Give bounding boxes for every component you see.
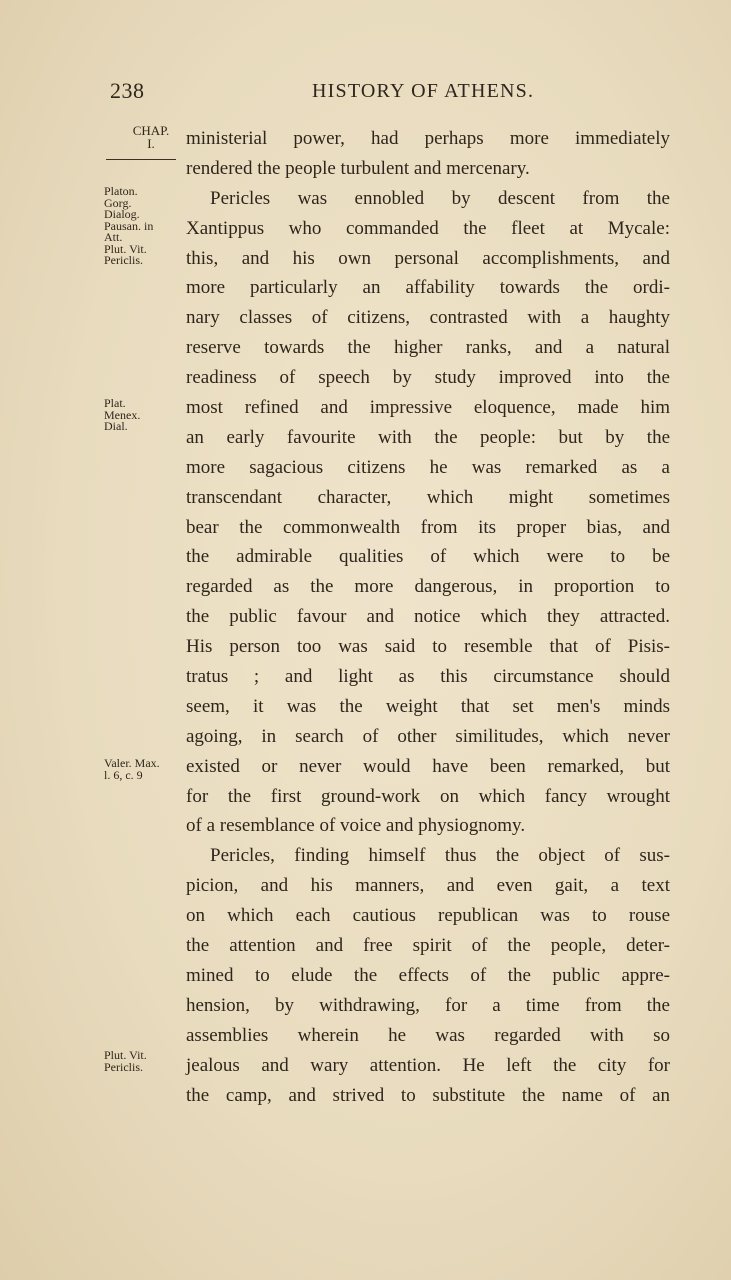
text-line: existed or never would have been remarked, but <box>186 755 670 777</box>
chapter-label: CHAP. <box>132 123 170 138</box>
margin-note-line: Plat. <box>104 396 126 410</box>
chapter-rule <box>106 159 176 160</box>
running-title: HISTORY OF ATHENS. <box>312 80 535 102</box>
margin-note-line: Att. <box>104 230 123 244</box>
running-header <box>0 76 731 108</box>
chapter-number: I. <box>147 136 155 151</box>
text-line: readiness of speech by study improved into the <box>186 367 670 389</box>
text-line: the attention and free spirit of the people, deter- <box>186 935 670 957</box>
body-text <box>186 124 670 1110</box>
text-line: more sagacious citizens he was remarked as a <box>186 456 670 478</box>
text-line: regarded as the more dangerous, in proportion to <box>186 576 670 598</box>
text-line: mined to elude the effects of the public appre- <box>186 964 670 986</box>
text-line: the admirable qualities of which were to be <box>186 546 670 568</box>
margin-note-line: Dial. <box>104 419 128 433</box>
text-line: His person too was said to resemble that of Pisis- <box>186 636 670 658</box>
text-line: most refined and impressive eloquence, made him <box>186 397 670 419</box>
text-line: Xantippus who commanded the fleet at Mycale: <box>186 217 670 239</box>
text-line: this, and his own personal accomplishments, and <box>186 247 670 269</box>
margin-note-line: Pausan. in <box>104 218 154 233</box>
margin-note-line: Gorg. <box>104 195 132 210</box>
page-number: 238 <box>110 78 145 103</box>
margin-note-line: l. 6, c. 9 <box>104 767 143 782</box>
text-line: tratus ; and light as this circumstance should <box>186 666 670 688</box>
text-line: assemblies wherein he was regarded with so <box>186 1024 670 1046</box>
text-line: the camp, and strived to substitute the name of an <box>186 1084 670 1106</box>
text-line: rendered the people turbulent and mercenary. <box>186 157 530 179</box>
margin-note-plat-menex <box>104 398 184 433</box>
text-line: bear the commonwealth from its proper bias, and <box>186 516 670 538</box>
text-line: picion, and his manners, and even gait, a text <box>186 875 670 897</box>
margin-note-line: Periclis. <box>104 253 143 267</box>
text-line: hension, by withdrawing, for a time from the <box>186 994 670 1016</box>
text-line: on which each cautious republican was to rouse <box>186 905 670 927</box>
text-line: an early favourite with the people: but by the <box>186 426 670 448</box>
text-line: of a resemblance of voice and physiognomy. <box>186 815 526 837</box>
text-line: nary classes of citizens, contrasted with a haughty <box>186 307 670 329</box>
text-line: Pericles, finding himself thus the object of sus- <box>210 845 670 867</box>
text-line: Pericles was ennobled by descent from the <box>210 187 670 209</box>
margin-note-plut-vit <box>104 1050 184 1073</box>
text-line: jealous and wary attention. He left the city for <box>186 1054 670 1076</box>
chapter-marker <box>120 124 182 150</box>
margin-note-line: Periclis. <box>104 1059 143 1074</box>
margin-note-line: Plut. Vit. <box>104 1048 147 1062</box>
text-line: agoing, in search of other similitudes, which never <box>186 725 670 747</box>
margin-note-platon <box>104 186 184 267</box>
text-line: for the first ground-work on which fancy wrought <box>186 785 670 807</box>
text-line: reserve towards the higher ranks, and a natural <box>186 337 670 359</box>
margin-note-line: Plut. Vit. <box>104 241 147 256</box>
margin-note-line: Platon. <box>104 184 138 198</box>
margin-note-line: Dialog. <box>104 207 140 221</box>
text-line: ministerial power, had perhaps more immediately <box>186 128 670 149</box>
text-line: the public favour and notice which they attracted. <box>186 606 670 628</box>
text-line: seem, it was the weight that set men's minds <box>186 695 670 717</box>
margin-note-valer-max <box>104 758 184 781</box>
text-line: more particularly an affability towards the ordi- <box>186 277 670 299</box>
margin-note-line: Valer. Max. <box>104 756 160 770</box>
text-line: transcendant character, which might sometimes <box>186 486 670 508</box>
margin-note-line: Menex. <box>104 407 141 422</box>
